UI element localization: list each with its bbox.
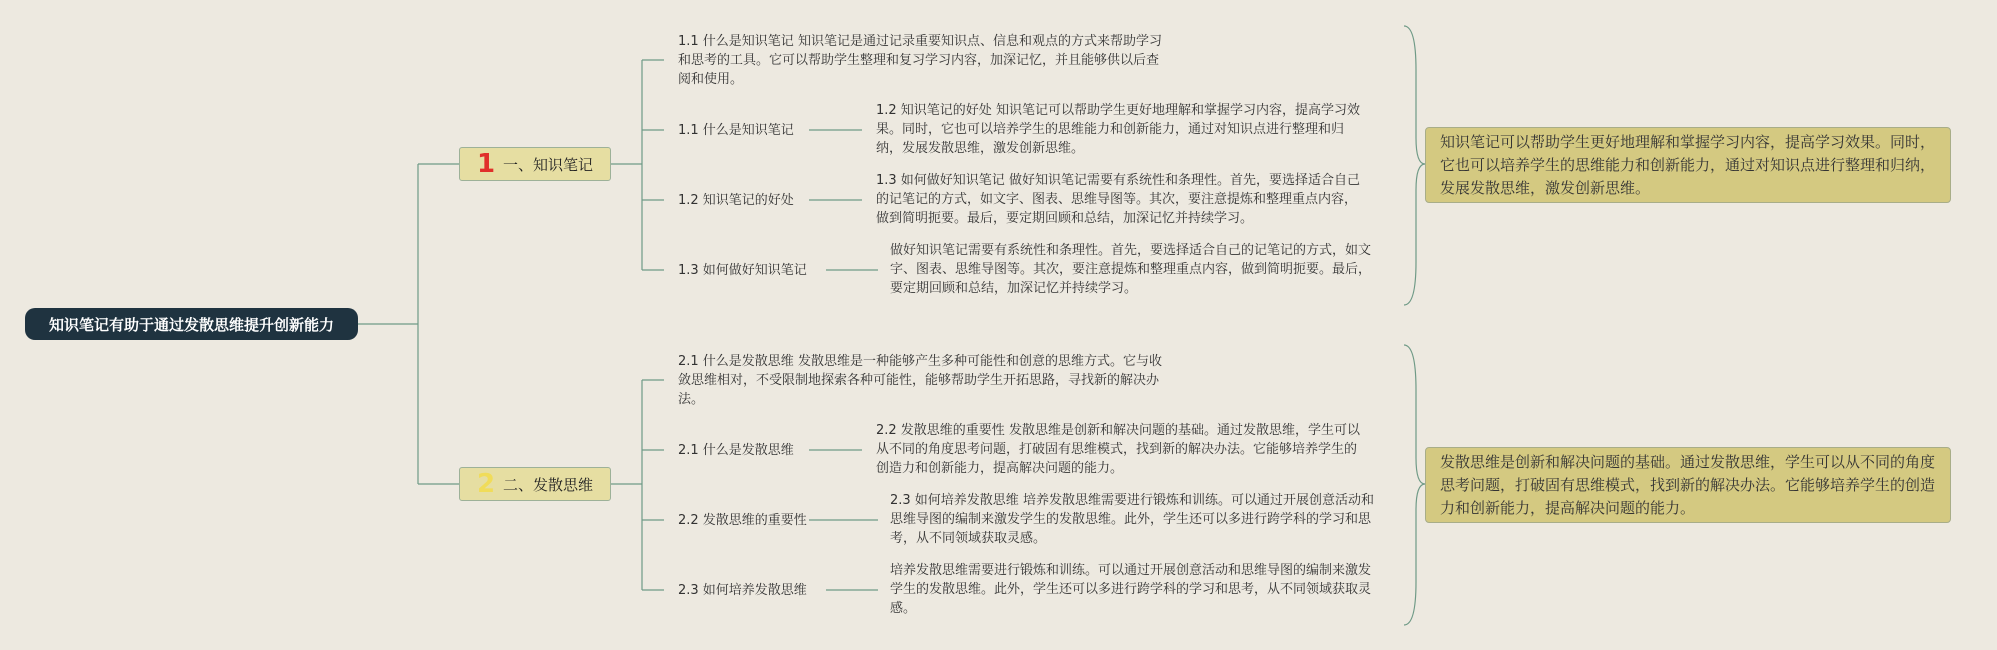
root-label: 知识笔记有助于通过发散思维提升创新能力 <box>48 315 334 334</box>
summary-box-divergent-thinking <box>1425 447 1951 523</box>
branch-label: 二、发散思维 <box>503 475 594 494</box>
summary-text: 发散思维是创新和解决问题的基础。通过发散思维，学生可以从不同的角度思考问题，打破固有思维模式，找到新的解决办法。它能够培养学生的创造力和创新能力，提高解决问题的能力。 <box>1440 452 1936 517</box>
branch-node-knowledge-notes[interactable] <box>459 147 611 181</box>
branch-number-2: 2 <box>476 469 496 499</box>
sub-node-1-3[interactable]: 1.3 如何做好知识笔记 <box>678 263 807 278</box>
sub-detail-1-1: 1.2 知识笔记的好处 知识笔记可以帮助学生更好地理解和掌握学习内容，提高学习效果。同时，它也可以培养学生的思维能力和创新能力，通过对知识点进行整理和归纳，发展发散思维，激发创新思维。 <box>876 103 1360 156</box>
sub-node-2-3[interactable]: 2.3 如何培养发散思维 <box>678 583 807 598</box>
branch-1-top-note: 1.1 什么是知识笔记 知识笔记是通过记录重要知识点、信息和观点的方式来帮助学习和思考的工具。它可以帮助学生整理和复习学习内容，加深记忆，并且能够供以后查阅和使用。 <box>678 34 1162 87</box>
sub-node-1-2[interactable]: 1.2 知识笔记的好处 <box>678 193 794 208</box>
branch-2-top-note: 2.1 什么是发散思维 发散思维是一种能够产生多种可能性和创意的思维方式。它与收敛思维相对，不受限制地探索各种可能性，能够帮助学生开拓思路，寻找新的解决办法。 <box>678 354 1162 407</box>
sub-detail-2-2: 2.3 如何培养发散思维 培养发散思维需要进行锻炼和训练。可以通过开展创意活动和思维导图的编制来激发学生的发散思维。此外，学生还可以多进行跨学科的学习和思考，从不同领域获取灵感。 <box>890 493 1374 546</box>
summary-box-knowledge-notes <box>1425 127 1951 203</box>
branch-label: 一、知识笔记 <box>503 155 594 174</box>
branch-node-divergent-thinking[interactable] <box>459 467 611 501</box>
root-node[interactable] <box>25 308 358 340</box>
summary-text: 知识笔记可以帮助学生更好地理解和掌握学习内容，提高学习效果。同时，它也可以培养学生的思维能力和创新能力，通过对知识点进行整理和归纳，发展发散思维，激发创新思维。 <box>1440 132 1936 197</box>
sub-detail-1-2: 1.3 如何做好知识笔记 做好知识笔记需要有系统性和条理性。首先，要选择适合自己的记笔记的方式，如文字、图表、思维导图等。其次，要注意提炼和整理重点内容，做到简明扼要。最后，要定期回顾和总结，加深记忆并持续学习。 <box>876 173 1360 226</box>
sub-detail-1-3: 做好知识笔记需要有系统性和条理性。首先，要选择适合自己的记笔记的方式，如文字、图表、思维导图等。其次，要注意提炼和整理重点内容，做到简明扼要。最后，要定期回顾和总结，加深记忆并持续学习。 <box>890 243 1372 296</box>
branch-number-1: 1 <box>476 149 496 179</box>
sub-node-1-1[interactable]: 1.1 什么是知识笔记 <box>678 123 794 138</box>
sub-detail-2-1: 2.2 发散思维的重要性 发散思维是创新和解决问题的基础。通过发散思维，学生可以从不同的角度思考问题，打破固有思维模式，找到新的解决办法。它能够培养学生的创造力和创新能力，提高解决问题的能力。 <box>876 423 1360 476</box>
sub-detail-2-3: 培养发散思维需要进行锻炼和训练。可以通过开展创意活动和思维导图的编制来激发学生的发散思维。此外，学生还可以多进行跨学科的学习和思考，从不同领域获取灵感。 <box>890 563 1372 616</box>
sub-node-2-1[interactable]: 2.1 什么是发散思维 <box>678 443 794 458</box>
sub-node-2-2[interactable]: 2.2 发散思维的重要性 <box>678 513 807 528</box>
